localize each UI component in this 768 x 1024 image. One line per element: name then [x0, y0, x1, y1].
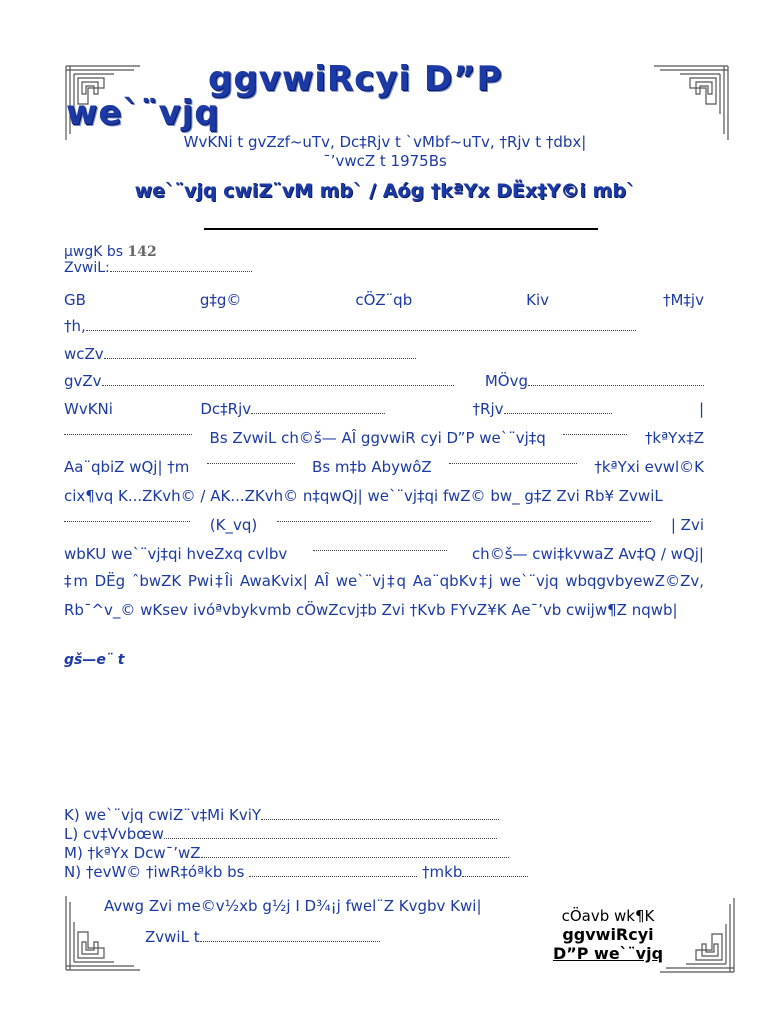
para1-text1: Bs ZvwiL ch©š— AÎ ggvwiR cyi D”P we`¨vj‡q [209, 429, 546, 447]
school-address [150, 133, 620, 171]
district-field [473, 398, 612, 420]
serial-label: µwgK bs [64, 244, 124, 260]
address-fields-row [64, 398, 704, 420]
village-label: MÖvg [484, 372, 528, 390]
dues-date-blank [313, 540, 447, 551]
mother-name-label: gvZv [64, 372, 102, 390]
certify-word-1: GB [64, 291, 86, 309]
details-list [64, 806, 528, 882]
progress-blank [164, 828, 497, 839]
date-label: ZvwiL: [64, 260, 110, 276]
para1-line4 [64, 511, 704, 540]
session-blank [462, 866, 528, 877]
birth-date-blank [64, 511, 190, 522]
village-blank [528, 375, 704, 386]
para1-text9: ch©š— cwi‡kvwaZ Av‡Q / wQj| [471, 545, 704, 563]
year-blank [207, 453, 295, 464]
serial-number [64, 244, 157, 260]
upazila-field [200, 398, 385, 420]
attendance-label: M) †kªYx Dcw¯’wZ [64, 844, 201, 862]
village-field [485, 370, 704, 392]
para1-line2 [64, 453, 704, 482]
student-name-label: †h, [64, 317, 86, 335]
certify-row [64, 289, 704, 311]
para1-text8: wbKU we`¨vj‡qi hveZxq cvlbv [64, 545, 288, 563]
list-item [64, 863, 528, 882]
title-underline [204, 228, 598, 230]
remarks-label: gš—e¨ t [64, 652, 125, 668]
mother-name-blank [102, 375, 454, 386]
para1-line1 [64, 424, 704, 453]
date-blank [110, 261, 252, 272]
leaving-reason-label: K) we`¨vjq cwiZ¨v‡Mi KviY [64, 806, 262, 824]
class-blank [563, 424, 627, 435]
certificate-title: we`¨vjq cwiZ¨vM mb` / Aóg †kªYx DËx‡Y©i mb` [134, 180, 636, 202]
post-label: WvKNi [64, 400, 113, 418]
para1-text3: Aa¨qbiZ wQj| †m [64, 458, 190, 476]
para1-text4: Bs m‡b AbywôZ [312, 458, 432, 476]
list-item [64, 844, 528, 863]
mother-name-field [64, 370, 454, 392]
certify-word-4: Kiv [526, 291, 550, 309]
row-end-mark: | [698, 400, 704, 418]
upazila-blank [251, 403, 385, 414]
signature-date-blank [200, 931, 380, 942]
mother-village-row [64, 370, 704, 392]
leaving-reason-blank [261, 809, 499, 820]
para1-text6: (K_vq) [209, 516, 258, 534]
certify-word-2: g‡g© [199, 291, 242, 309]
board-registration-label: N) †evW© †iwR‡óªkb bs [64, 863, 245, 881]
birth-date-words-blank [277, 511, 651, 522]
school-name-sign-line1: ggvwiRcyi [562, 925, 654, 944]
date-row [64, 260, 252, 276]
established-line: ¯’vwcZ t 1975Bs [323, 152, 447, 170]
registration-blank [249, 866, 417, 877]
school-name-line1: ggvwiRcyi D”P [208, 59, 503, 99]
certify-word-5: †M‡jv [662, 291, 704, 309]
father-name-blank [104, 348, 416, 359]
father-name-row [64, 343, 704, 365]
certify-word-3: cÖZ¨qb [355, 291, 413, 309]
para1-text5: †kªYxi evwl©K [594, 458, 704, 476]
student-name-row [64, 315, 704, 337]
exam-class-blank [449, 453, 577, 464]
district-blank [504, 403, 612, 414]
list-item [64, 825, 528, 844]
headmaster-title: cÖavb wk¶K [561, 907, 655, 925]
address-line1: WvKNi t gvZzf~uTv, Dc‡Rjv t `vMbf~uTv, †Rjv t †dbx| [183, 133, 587, 151]
attendance-blank [201, 847, 509, 858]
father-name-label: wcZv [64, 345, 104, 363]
certificate-body-paragraph [64, 424, 704, 569]
date-from-blank [64, 424, 192, 435]
post-field [64, 398, 113, 420]
upazila-label: Dc‡Rjv [200, 400, 252, 418]
closing-wish: Avwg Zvi me©v½xb g½j I D¾¡j fwel¨Z Kvgbv Kwi| [104, 897, 482, 915]
progress-label: L) cv‡Vvbœw [64, 825, 164, 843]
school-name-line2: we`¨vjq [66, 93, 220, 133]
district-label: †Rjv [472, 400, 504, 418]
para1-text7: | Zvi [670, 516, 704, 534]
session-label: †mkb [422, 863, 463, 881]
para1-text2: †kªYx‡Z [644, 429, 704, 447]
para1-line3: cix¶vq K...ZKvh© / AK...ZKvh© n‡qwQj| we`¨vj‡qi fwZ© bw_ g‡Z Zvi Rb¥ ZvwiL [64, 487, 663, 505]
school-name-title [66, 59, 706, 133]
school-name-sign-line2: D”P we`¨vjq [552, 944, 664, 963]
character-paragraph: ‡m DËg ˆbwZK Pwi‡Îi AwaKvix| AÎ we`¨vj‡q Aa¨qbKv‡j we`¨vjq wbqgvbyewZ©Zv, Rb¯^v_© wKsev ivóªvbykvmb cÖwZcvj‡b Zvi †Kvb FYvZ¥K Ae¯’vb cwijw¶Z nqwb| [64, 572, 704, 619]
signature-date-row [145, 928, 380, 946]
headmaster-signature-block [528, 907, 688, 963]
list-item [64, 806, 528, 825]
signature-date-label: ZvwiL t [145, 928, 200, 946]
serial-value: 142 [127, 244, 157, 260]
student-name-blank [86, 320, 636, 331]
para1-line5 [64, 540, 704, 569]
